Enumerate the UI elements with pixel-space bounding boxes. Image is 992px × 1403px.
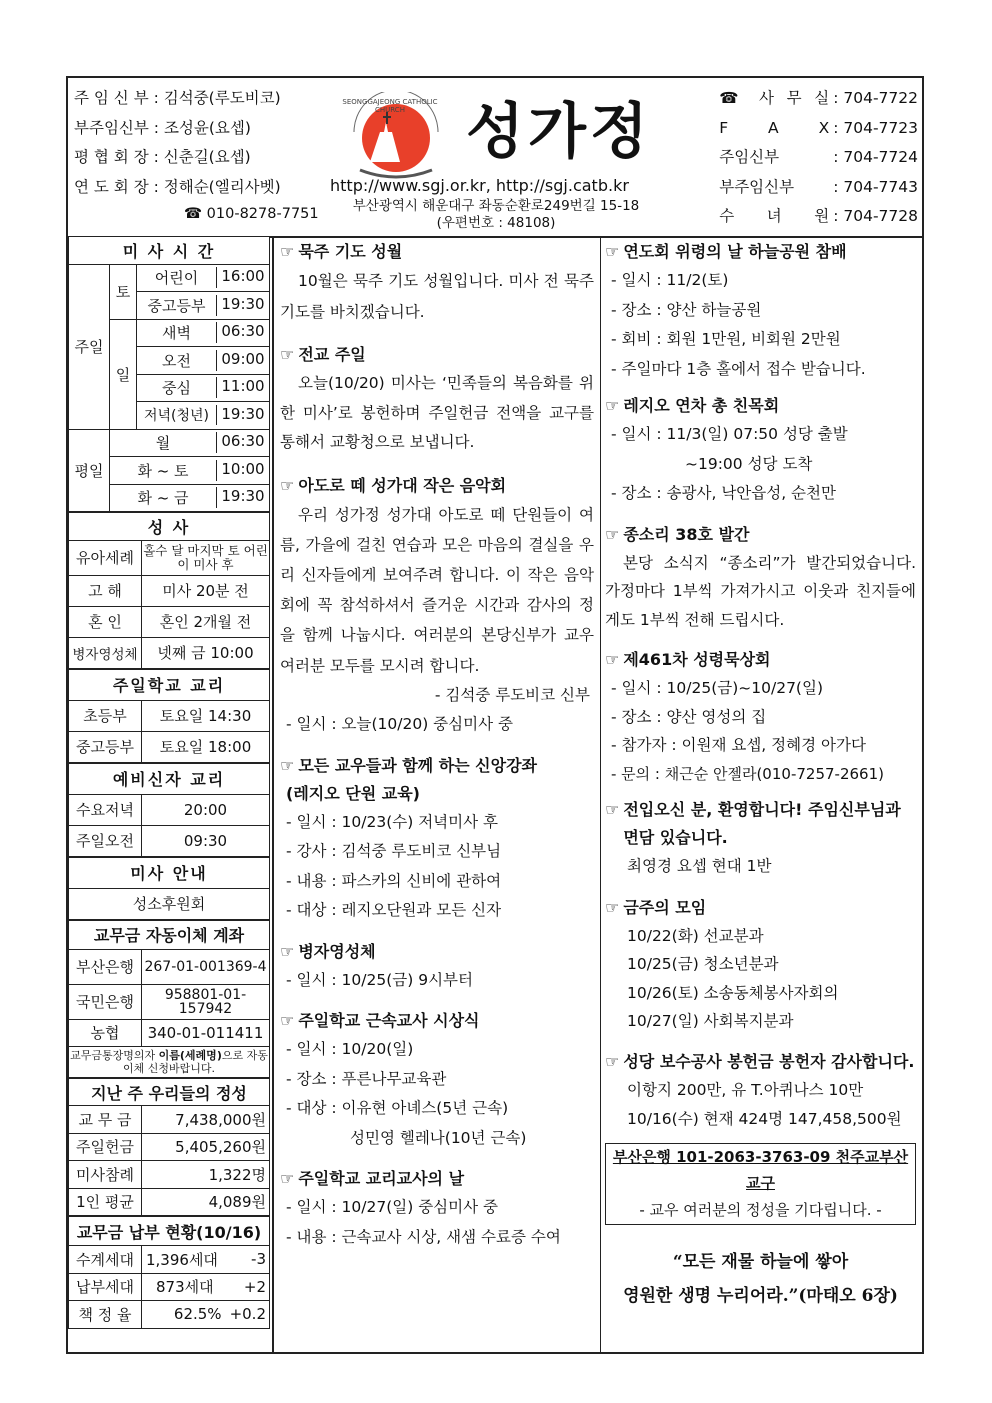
tithe-rows-2-d-text: +0.2 xyxy=(230,1301,270,1329)
bank-account-box xyxy=(605,1143,916,1225)
header-left-0-value-text: 김석중(루도비코) xyxy=(163,89,281,107)
mass-rows-0-name-text: 어린이 xyxy=(137,267,217,288)
right-b1-li-3-text: - 주일마다 1층 홀에서 접수 받습니다. xyxy=(611,359,866,378)
middle-a3-sign-text: - 김석중 루도비코 신부 xyxy=(434,685,590,704)
offering-rows-2-k-text: 미사참례 xyxy=(69,1161,142,1189)
layout-cell xyxy=(69,637,270,668)
header-phones-0-label-text: ☎ 사 무 실 xyxy=(719,89,830,107)
right-b4-li-1-text: - 장소 : 양산 영성의 집 xyxy=(611,707,767,726)
tithe-rows-0-k-text: 수계세대 xyxy=(69,1246,142,1274)
staff-list xyxy=(74,84,281,202)
mass-rows-1-name-text: 중고등부 xyxy=(137,295,217,316)
right-b2-li1-text: - 일시 : 11/3(일) 07:50 성당 출발 xyxy=(611,425,848,443)
layout-cell xyxy=(280,1007,594,1035)
layout-cell xyxy=(110,484,270,512)
layout-cell xyxy=(69,949,270,984)
layout-cell xyxy=(280,341,594,369)
layout-cell xyxy=(69,540,270,575)
mass-info-title-text: 미사 안내 xyxy=(69,857,270,888)
pointing-hand-icon: ☞ xyxy=(280,1169,295,1189)
staff-row: 평 협 회 장 : 신춘길(요셉) xyxy=(74,148,251,166)
middle-a6-title-text: 주일학교 근속교사 시상식 xyxy=(298,1011,480,1031)
autopay-note-bold-text: 이름(세례명) xyxy=(158,1049,222,1062)
layout-cell xyxy=(137,264,270,292)
right-b1-li-2-text: - 회비 : 회원 1만원, 비회원 2만원 xyxy=(611,330,841,348)
layout-cell xyxy=(110,487,269,508)
header-phones-1-value-text: : 704-7723 xyxy=(833,118,918,137)
right-b7-li-0-text: 이항지 200만, 유 T.아퀴나스 10만 xyxy=(627,1080,864,1099)
right-b6-title-text: 금주의 모임 xyxy=(623,897,707,917)
layout-cell xyxy=(110,457,270,485)
staff-row: 주 임 신 부 : 김석중(루도비코) xyxy=(74,89,281,107)
header-phones-1-label-text: F A X xyxy=(719,118,830,137)
middle-a6-li-1-text: - 장소 : 푸른나무교육관 xyxy=(286,1069,447,1088)
layout-cell xyxy=(605,521,916,549)
header-phones-3-label-text: 부주임신부 xyxy=(719,177,795,196)
layout-cell xyxy=(69,575,270,606)
layout-cell xyxy=(110,460,269,481)
layout-cell xyxy=(280,752,594,780)
tithe-rows-2-k-text: 책 정 율 xyxy=(69,1301,142,1329)
tithe-rows-1-k-text: 납부세대 xyxy=(69,1273,142,1301)
layout-cell xyxy=(280,1165,594,1193)
layout-cell xyxy=(137,347,270,375)
right-b7-title-text: 성당 보수공사 봉헌금 봉헌자 감사합니다. xyxy=(623,1051,915,1071)
saturday-label: 토 xyxy=(110,264,137,319)
mass-rows-2-name-text: 새벽 xyxy=(137,322,217,343)
mass-info-v-text: 성소후원회 xyxy=(69,888,270,919)
middle-a6-li-0-text: - 일시 : 10/20(일) xyxy=(286,1040,414,1059)
layout-cell xyxy=(69,264,270,292)
right-b4-li-3-text: - 문의 : 채근순 안젤라(010-7257-2661) xyxy=(611,764,884,783)
right-b6-li-3-text: 10/27(일) 사회복지분과 xyxy=(627,1012,794,1030)
layout-cell xyxy=(69,1079,270,1106)
layout-cell xyxy=(280,238,594,266)
article-sick-communion xyxy=(280,938,594,996)
mass-rows-3-time-text: 09:00 xyxy=(221,349,265,368)
layout-cell xyxy=(69,857,270,888)
scripture-quote xyxy=(599,1245,922,1313)
header-phones-2-label-text: 주임신부 xyxy=(719,148,780,166)
article-faith-lecture xyxy=(280,752,594,926)
offering-rows-0-v-text: 7,438,000원 xyxy=(142,1106,270,1134)
mass-info-table xyxy=(68,857,270,920)
middle-a4-li-0-text: - 일시 : 10/23(수) 저녁미사 후 xyxy=(286,812,498,831)
header-phones-2-value-text: : 704-7724 xyxy=(833,148,918,166)
middle-a4-li-3-text: - 대상 : 레지오단원과 모든 신자 xyxy=(286,901,502,920)
middle-a4-title2-text: (레지오 단원 교육) xyxy=(286,783,420,803)
layout-cell xyxy=(69,984,270,1019)
right-b2-ind-text: ~19:00 성당 도착 xyxy=(685,454,813,473)
tithe-rows-0-v-text: 1,396세대 xyxy=(142,1246,230,1274)
article-legio-gathering xyxy=(605,392,916,509)
article-rosary-month xyxy=(280,238,594,327)
phone-row xyxy=(719,84,918,114)
phone-row xyxy=(719,114,918,144)
bulletin-frame xyxy=(66,76,924,1354)
right-column xyxy=(599,236,922,1313)
right-bank1-text: 부산은행 101-2063-3763-09 천주교부산교구 xyxy=(612,1147,909,1192)
mass-rows-7-time-text: 10:00 xyxy=(221,459,265,478)
phone-row xyxy=(719,173,918,203)
layout-cell xyxy=(605,392,916,420)
offering-rows-1-k-text: 주일헌금 xyxy=(69,1133,142,1161)
catechumen-title-text: 예비신자 교리 xyxy=(69,763,270,794)
article-welcome xyxy=(605,796,916,882)
layout-cell xyxy=(69,1133,270,1161)
right-b4-li-2-text: - 참가자 : 이원재 요셉, 정혜경 아가다 xyxy=(611,736,866,754)
sunday-school-title-text: 주일학교 교리 xyxy=(69,669,270,700)
website-url[interactable]: http://www.sgj.or.kr, http://sgj.catb.kr xyxy=(330,176,629,195)
right-bank2-text: - 교우 여러분의 정성을 기다립니다. - xyxy=(639,1200,882,1219)
autopay-rows-0-k-text: 부산은행 xyxy=(69,949,142,984)
middle-a5-title-text: 병자영성체 xyxy=(298,941,376,961)
layout-cell xyxy=(605,1048,916,1076)
layout-cell xyxy=(69,1188,270,1216)
phone-row xyxy=(719,143,918,173)
tithe-rows-1-d-text: +2 xyxy=(230,1273,270,1301)
autopay-rows-0-v-text: 267-01-001369-4 xyxy=(142,949,270,984)
bulletin-title: 성가정 xyxy=(466,97,652,167)
right-b1-li-1-text: - 장소 : 양산 하늘공원 xyxy=(611,300,762,319)
article-spirit-retreat xyxy=(605,646,916,788)
header-left-2-value-text: 신춘길(요셉) xyxy=(163,148,251,166)
pointing-hand-icon: ☞ xyxy=(280,755,295,775)
layout-cell xyxy=(69,1246,270,1274)
layout-cell xyxy=(605,796,916,852)
right-b6-li-0-text: 10/22(화) 선교분과 xyxy=(627,926,764,945)
sacraments-rows-2-k-text: 혼 인 xyxy=(69,606,142,637)
catechumen-rows-0-v-text: 20:00 xyxy=(142,794,270,825)
sacraments-table xyxy=(68,512,270,669)
article-newsletter xyxy=(605,521,916,635)
tithe-rows-0-d-text: -3 xyxy=(230,1246,270,1274)
sacraments-rows-1-k-text: 고 해 xyxy=(69,575,142,606)
pointing-hand-icon: ☞ xyxy=(605,242,620,261)
article-mission-sunday xyxy=(280,341,594,458)
pointing-hand-icon: ☞ xyxy=(605,1051,620,1071)
right-b6-li-1-text: 10/25(금) 청소년분과 xyxy=(627,955,779,973)
layout-cell xyxy=(137,319,270,347)
right-quote2-text: 영원한 생명 누리어라.”(마태오 6장) xyxy=(623,1285,898,1306)
layout-cell xyxy=(137,405,269,425)
phone-list xyxy=(719,84,918,232)
right-b2-title-text: 레지오 연차 총 친목회 xyxy=(623,396,780,415)
article-donors xyxy=(605,1048,916,1135)
right-b7-li-1-text: 10/16(수) 현재 424명 147,458,500원 xyxy=(627,1110,902,1128)
catechumen-rows-1-v-text: 09:30 xyxy=(142,825,270,856)
mass-rows-0-time-text: 16:00 xyxy=(221,267,265,286)
layout-cell xyxy=(69,669,270,700)
layout-cell xyxy=(137,295,269,316)
header-phones-4-value-text: : 704-7728 xyxy=(833,207,918,225)
middle-a2-p-text: 오늘(10/20) 미사는 ‘민족들의 복음화를 위한 미사’로 봉헌하며 주일헌금 전액을 교구를 통해서 교황청으로 보냅니다. xyxy=(280,374,594,451)
church-address xyxy=(336,198,656,232)
autopay-note1-text: 교무금통장명의자 xyxy=(70,1049,159,1062)
staff-row: 연 도 회 장 : 정해순(엘리사벳) xyxy=(74,177,281,196)
article-teacher-day xyxy=(280,1165,594,1252)
article-choir-concert xyxy=(280,472,594,740)
layout-cell xyxy=(280,472,594,500)
offering-rows-3-v-text: 4,089원 xyxy=(142,1188,270,1216)
sunday-school-rows-0-k-text: 초등부 xyxy=(69,700,142,731)
right-b4-li-0-text: - 일시 : 10/25(금)~10/27(일) xyxy=(611,679,824,697)
layout-cell xyxy=(280,938,594,966)
layout-cell xyxy=(69,700,270,731)
middle-a1-title-text: 묵주 기도 성월 xyxy=(298,242,403,261)
layout-cell xyxy=(137,374,270,402)
middle-a2-title-text: 전교 주일 xyxy=(298,345,366,364)
offering-rows-1-v-text: 5,405,260원 xyxy=(142,1133,270,1161)
layout-cell xyxy=(69,888,270,919)
sacraments-rows-2-v-text: 혼인 2개월 전 xyxy=(142,606,270,637)
layout-cell xyxy=(137,377,269,398)
header-postcode-text: (우편번호 : 48108) xyxy=(436,215,556,231)
offering-table xyxy=(68,1078,270,1216)
header-left-3-label-text: 연 도 회 장 xyxy=(74,177,149,196)
right-b4-title-text: 제461차 성령묵상회 xyxy=(623,650,771,669)
header-left-1-label-text: 부주임신부 xyxy=(74,118,149,137)
catechumen-rows-1-k-text: 주일오전 xyxy=(69,825,142,856)
sunday-school-rows-0-v-text: 토요일 14:30 xyxy=(142,700,270,731)
autopay-note xyxy=(69,1047,270,1078)
autopay-title-text: 교무금 자동이체 계좌 xyxy=(69,920,270,949)
middle-a4-li-2-text: - 내용 : 파스카의 신비에 관하여 xyxy=(286,871,502,890)
middle-a3-title-text: 아도로 떼 성가대 작은 음악회 xyxy=(298,475,507,495)
layout-cell xyxy=(110,432,269,453)
tithe-title-text: 교무금 납부 현황(10/16) xyxy=(69,1217,270,1246)
mass-rows-5-time-text: 19:30 xyxy=(221,405,265,424)
offering-rows-2-v-text: 1,322명 xyxy=(142,1161,270,1189)
autopay-rows-1-k-text: 국민은행 xyxy=(69,984,142,1019)
article-teacher-award xyxy=(280,1007,594,1153)
middle-a1-p-text: 10월은 묵주 기도 성월입니다. 미사 전 묵주기도를 바치겠습니다. xyxy=(280,272,594,321)
phone-row xyxy=(719,202,918,232)
header-left-0-label-text: 주 임 신 부 xyxy=(74,89,149,107)
header-phones-4-label-text: 수 녀 원 xyxy=(719,207,830,225)
tithe-rows-1-v-text: 873세대 xyxy=(142,1273,230,1301)
sacraments-rows-0-k-text: 유아세례 xyxy=(69,540,142,575)
layout-cell xyxy=(110,429,270,457)
yeondo-phone: ☎ 010-8278-7751 xyxy=(184,206,319,222)
layout-cell xyxy=(69,1301,270,1329)
middle-a7-li-1-text: - 내용 : 근속교사 시상, 새샘 수료증 수여 xyxy=(286,1227,561,1246)
middle-a3-p-text: 우리 성가정 성가대 아도로 떼 단원들이 여름, 가을에 걸친 연습과 모은 마음의 결실을 우리 신자들에게 보여주려 합니다. 이 작은 음악회에 꼭 참석하셔서 즐거운 시간과 감사의 정을 함께 나눕시다. 여러분의 본당신부가 교우 여러분 모두를 모시려 합니다. xyxy=(280,505,594,675)
autopay-table xyxy=(68,920,270,1079)
autopay-rows-2-v-text: 340-01-011411 xyxy=(142,1019,270,1047)
right-b1-li-0-text: - 일시 : 11/2(토) xyxy=(611,271,729,289)
mass-times-table xyxy=(68,236,270,512)
middle-a6-li-2-text: - 대상 : 이유현 아녜스(5년 근속) xyxy=(286,1099,509,1118)
header-left-3-value-text: 정해순(엘리사벳) xyxy=(163,177,281,196)
mass-rows-1-time-text: 19:30 xyxy=(221,294,265,313)
pointing-hand-icon: ☞ xyxy=(605,650,620,669)
mass-times-title: 미 사 시 간 xyxy=(69,237,270,265)
staff-row: 부주임신부 : 조성윤(요셉) xyxy=(74,118,251,137)
pointing-hand-icon: ☞ xyxy=(280,475,295,495)
left-column xyxy=(68,236,270,1329)
pointing-hand-icon: ☞ xyxy=(280,345,295,364)
right-b3-title-text: 종소리 38호 발간 xyxy=(623,524,750,544)
layout-cell xyxy=(69,429,270,457)
layout-cell xyxy=(69,920,270,949)
right-b5-title-text: 전입오신 분, 환영합니다! 주임신부님과 면담 있습니다. xyxy=(623,800,901,847)
pointing-hand-icon: ☞ xyxy=(280,941,295,961)
sacraments-rows-3-k-text: 병자영성체 xyxy=(69,637,142,668)
mass-rows-2-time-text: 06:30 xyxy=(221,322,265,341)
sacraments-rows-0-v-text: 홀수 달 마지막 토 어린이 미사 후 xyxy=(142,540,270,575)
catechumen-table xyxy=(68,763,270,857)
sunday-day-label: 일 xyxy=(110,319,137,429)
middle-a5-li-text: - 일시 : 10/25(금) 9시부터 xyxy=(286,970,473,989)
right-quote1-text: “모든 재물 하늘에 쌓아 xyxy=(672,1251,849,1272)
middle-a7-title-text: 주일학교 교리교사의 날 xyxy=(298,1169,465,1189)
weekday-label: 평일 xyxy=(69,429,110,512)
sacraments-title: 성 사 xyxy=(69,513,270,541)
layout-cell xyxy=(137,402,270,430)
layout-cell xyxy=(69,1019,270,1047)
layout-cell xyxy=(69,731,270,762)
mass-rows-7-name-text: 화 ~ 토 xyxy=(110,460,217,481)
layout-cell xyxy=(69,1217,270,1246)
layout-cell xyxy=(605,894,916,922)
catechumen-rows-0-k-text: 수요저녁 xyxy=(69,794,142,825)
tithe-rows-2-v-text: 62.5% xyxy=(142,1301,230,1329)
offering-rows-3-k-text: 1인 평균 xyxy=(69,1188,142,1216)
sacraments-rows-1-v-text: 미사 20분 전 xyxy=(142,575,270,606)
middle-a7-li-0-text: - 일시 : 10/27(일) 중심미사 중 xyxy=(286,1198,498,1217)
pointing-hand-icon: ☞ xyxy=(605,396,620,415)
right-b1-title-text: 연도회 위령의 날 하늘공원 참배 xyxy=(623,242,847,261)
header-left-2-label-text: 평 협 회 장 xyxy=(74,148,149,166)
pointing-hand-icon: ☞ xyxy=(605,524,620,544)
middle-a3-li-text: - 일시 : 오늘(10/20) 중심미사 중 xyxy=(286,715,513,734)
mass-rows-5-name-text: 저녁(청년) xyxy=(137,405,217,425)
offering-title-text: 지난 주 우리들의 정성 xyxy=(69,1079,270,1106)
layout-cell xyxy=(69,1106,270,1134)
article-cemetery-visit xyxy=(605,238,916,384)
middle-a6-ind-text: 성민영 헬레나(10년 근속) xyxy=(350,1128,527,1147)
sunday-label: 주일 xyxy=(69,264,110,429)
header-left-1-value-text: 조성윤(요셉) xyxy=(163,118,251,137)
layout-cell xyxy=(69,1047,270,1078)
middle-column xyxy=(272,236,601,1352)
bulletin-header xyxy=(68,78,922,238)
autopay-note2-text: 으로 자동이체 신청바랍니다. xyxy=(122,1049,268,1075)
layout-cell xyxy=(69,763,270,794)
layout-cell xyxy=(69,825,270,856)
layout-cell xyxy=(137,267,269,288)
right-b2-li2-text: - 장소 : 송광사, 낙안읍성, 순천만 xyxy=(611,484,836,502)
mass-rows-8-time-text: 19:30 xyxy=(221,487,265,506)
right-b6-li-2-text: 10/26(토) 소송동체봉사자회의 xyxy=(627,983,839,1002)
mass-rows-4-time-text: 11:00 xyxy=(221,377,265,396)
layout-cell xyxy=(137,292,270,320)
pointing-hand-icon: ☞ xyxy=(605,897,620,917)
logo-text: SEONGGAJEONG CATHOLIC CHURCH xyxy=(342,98,438,114)
offering-rows-0-k-text: 교 무 금 xyxy=(69,1106,142,1134)
layout-cell xyxy=(69,513,270,541)
sunday-school-table xyxy=(68,669,270,763)
sunday-school-rows-1-k-text: 중고등부 xyxy=(69,731,142,762)
autopay-rows-1-v-text: 958801-01-157942 xyxy=(142,984,270,1019)
tithe-table xyxy=(68,1216,270,1329)
mass-rows-6-name-text: 월 xyxy=(110,432,217,453)
layout-cell xyxy=(605,238,916,266)
layout-cell xyxy=(69,1161,270,1189)
mass-rows-6-time-text: 06:30 xyxy=(221,432,265,451)
autopay-rows-2-k-text: 농협 xyxy=(69,1019,142,1047)
pointing-hand-icon: ☞ xyxy=(280,242,295,261)
article-meetings xyxy=(605,894,916,1036)
header-phones-0-value-text: : 704-7722 xyxy=(833,89,918,107)
layout-cell xyxy=(137,322,269,343)
mass-rows-3-name-text: 오전 xyxy=(137,350,217,371)
right-b5-v-text: 최영경 요셉 현대 1반 xyxy=(627,857,772,875)
middle-a4-title-text: 모든 교우들과 함께 하는 신앙강좌 xyxy=(298,755,538,775)
header-phones-3-value-text: : 704-7743 xyxy=(833,177,918,196)
layout-cell xyxy=(69,237,270,265)
layout-cell xyxy=(69,606,270,637)
layout-cell xyxy=(69,794,270,825)
layout-cell xyxy=(137,350,269,371)
pointing-hand-icon: ☞ xyxy=(605,800,620,819)
mass-rows-4-name-text: 중심 xyxy=(137,377,217,398)
layout-cell xyxy=(69,1273,270,1301)
pointing-hand-icon: ☞ xyxy=(280,1011,295,1031)
mass-rows-8-name-text: 화 ~ 금 xyxy=(110,487,217,508)
right-b3-p-text: 본당 소식지 “종소리”가 발간되었습니다. 가정마다 1부씩 가져가시고 이웃과 친지들에게도 1부씩 전해 드립시다. xyxy=(605,553,916,629)
sacraments-rows-3-v-text: 넷째 금 10:00 xyxy=(142,637,270,668)
sunday-school-rows-1-v-text: 토요일 18:00 xyxy=(142,731,270,762)
layout-cell xyxy=(605,646,916,674)
middle-a4-li-1-text: - 강사 : 김석중 루도비코 신부님 xyxy=(286,842,502,861)
header-address-text: 부산광역시 해운대구 좌동순환로249번길 15-18 xyxy=(352,198,640,214)
